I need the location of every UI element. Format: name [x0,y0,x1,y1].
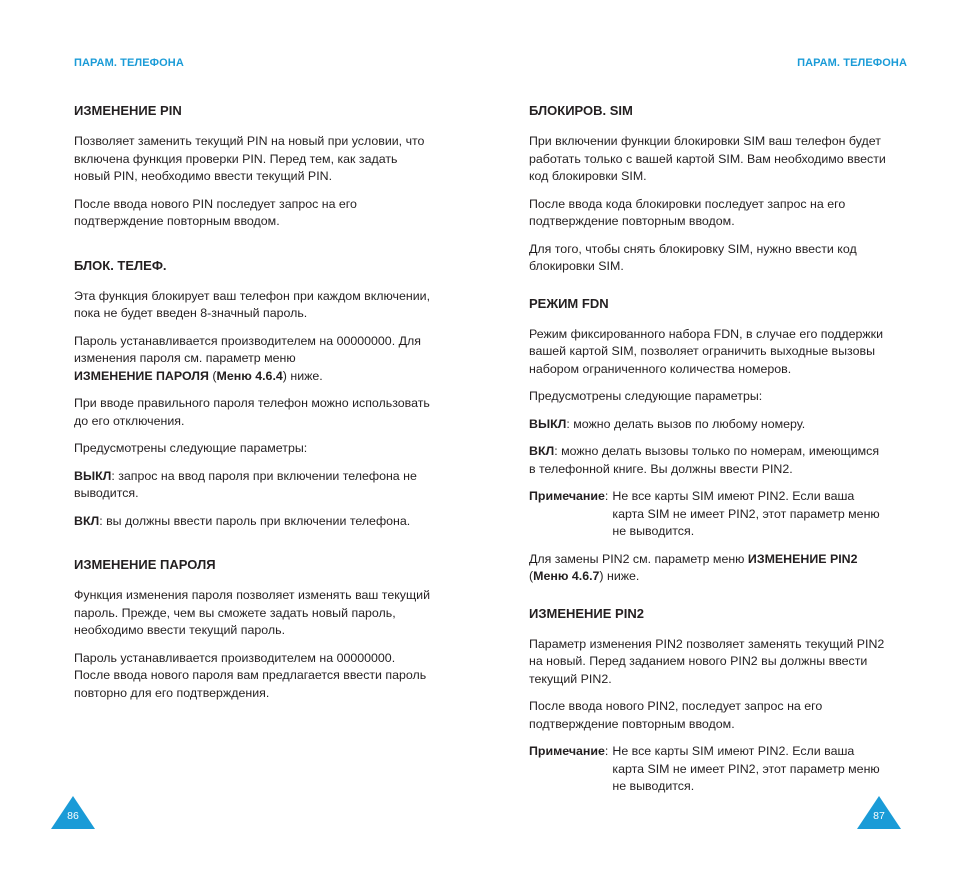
page-number: 87 [873,810,885,822]
note-label: Примечание [529,489,605,503]
paragraph: При вводе правильного пароля телефон можно использовать до его отключения. [74,396,430,428]
paragraph-tail: ) ниже. [282,368,323,383]
menu-number: Меню 4.6.7 [533,569,600,583]
option-text: : можно делать вызов по любому номеру. [566,416,806,431]
option-text: : вы должны ввести пароль при включении телефона. [99,513,411,528]
note: Примечание : Не все карты SIM имеют PIN2. Если ваша карта SIM не имеет PIN2, этот параметр меню не выводится. [529,488,889,541]
section-phone-lock [74,258,434,531]
paragraph: Режим фиксированного набора FDN, в случае его поддержки вашей картой SIM, позволяет ограничить выходные вызовы набором ограниченного количества номеров. [529,326,884,376]
section-title: ИЗМЕНЕНИЕ ПАРОЛЯ [74,557,216,572]
option-label: ВКЛ [74,513,100,528]
section-title: БЛОКИРОВ. SIM [529,103,633,118]
paragraph: После ввода кода блокировки последует запрос на его подтверждение повторным вводом. [529,196,846,228]
option-text: : запрос на ввод пароля при включении телефона не выводится. [74,468,417,500]
left-page [74,0,434,876]
paragraph-tail: ) ниже. [599,569,640,583]
section-sim-lock [529,103,889,276]
option-label: ВКЛ [529,444,555,458]
section-title: БЛОК. ТЕЛЕФ. [74,257,167,273]
paragraph: Параметр изменения PIN2 позволяет заменять текущий PIN2 на новый. Перед заданием нового PIN2 вы должны ввести текущий PIN2. [529,636,885,686]
paragraph-text: Пароль устанавливается производителем на 00000000. Для изменения пароля см. параметр меню [74,333,421,365]
section-fdn-mode [529,296,889,586]
option-label: ВЫКЛ [529,416,567,431]
right-page-content [529,103,889,823]
section-title: ИЗМЕНЕНИЕ PIN2 [529,605,644,621]
right-page [529,0,907,876]
running-header: ПАРАМ. ТЕЛЕФОНА [797,57,907,69]
section-title: РЕЖИМ FDN [529,295,609,311]
option-off [529,416,889,434]
paragraph: Предусмотрены следующие параметры: [529,389,763,403]
paren-open: ( [208,368,217,383]
menu-number: Меню 4.6.4 [216,368,283,383]
note-text: Не все карты SIM имеют PIN2. Если ваша карта SIM не имеет PIN2, этот параметр меню не выводится. [612,489,880,538]
running-header: ПАРАМ. ТЕЛЕФОНА [74,57,184,69]
option-on [74,513,434,531]
page-number: 86 [67,810,79,822]
menu-reference: ИЗМЕНЕНИЕ ПАРОЛЯ [74,368,209,383]
paren-open: ( [529,569,534,583]
paragraph: Для того, чтобы снять блокировку SIM, нужно ввести код блокировки SIM. [529,241,857,273]
left-page-content [74,103,434,729]
paragraph: Пароль устанавливается производителем на 00000000. После ввода нового пароля вам предлагается ввести пароль повторно для его подтверждения. [74,650,427,700]
option-on [529,443,889,478]
note-text: Не все карты SIM имеют PIN2. Если ваша карта SIM не имеет PIN2, этот параметр меню не выводится. [612,744,880,793]
option-label: ВЫКЛ [74,468,112,483]
paragraph: Функция изменения пароля позволяет изменять ваш текущий пароль. Прежде, чем вы сможете задать новый пароль, необходимо ввести текущий пароль. [74,588,431,637]
section-change-pin [74,103,434,231]
note-label: Примечание [529,744,605,758]
option-text: : можно делать вызовы только по номерам, имеющимся в телефонной книге. Вы должны ввести PIN2. [529,444,880,476]
section-change-password [74,557,434,702]
section-title: ИЗМЕНЕНИЕ PIN [74,103,182,118]
note: Примечание : Не все карты SIM имеют PIN2. Если ваша карта SIM не имеет PIN2, этот параметр меню не выводится. [529,743,889,796]
option-off [74,468,434,503]
paragraph: Предусмотрены следующие параметры: [74,441,308,455]
paragraph [74,333,434,386]
paragraph: После ввода нового PIN последует запрос на его подтверждение повторным вводом. [74,196,357,228]
paragraph: После ввода нового PIN2, последует запрос на его подтверждение повторным вводом. [529,699,823,731]
paragraph-text: Для замены PIN2 см. параметр меню [529,551,748,566]
section-change-pin2 [529,606,889,796]
paragraph [529,551,889,586]
page-number-badge [51,796,95,829]
paragraph: Позволяет заменить текущий PIN на новый при условии, что включена функция проверки PIN. Перед тем, как задать новый PIN, необходимо ввести текущий PIN. [74,134,425,183]
page-number-badge [857,796,901,829]
paragraph: Эта функция блокирует ваш телефон при каждом включении, пока не будет введен 8-значный пароль. [74,288,431,320]
paragraph: При включении функции блокировки SIM ваш телефон будет работать только с вашей картой SIM. Вам необходимо ввести код блокировки SIM. [529,134,886,183]
menu-reference: ИЗМЕНЕНИЕ PIN2 [747,551,858,566]
